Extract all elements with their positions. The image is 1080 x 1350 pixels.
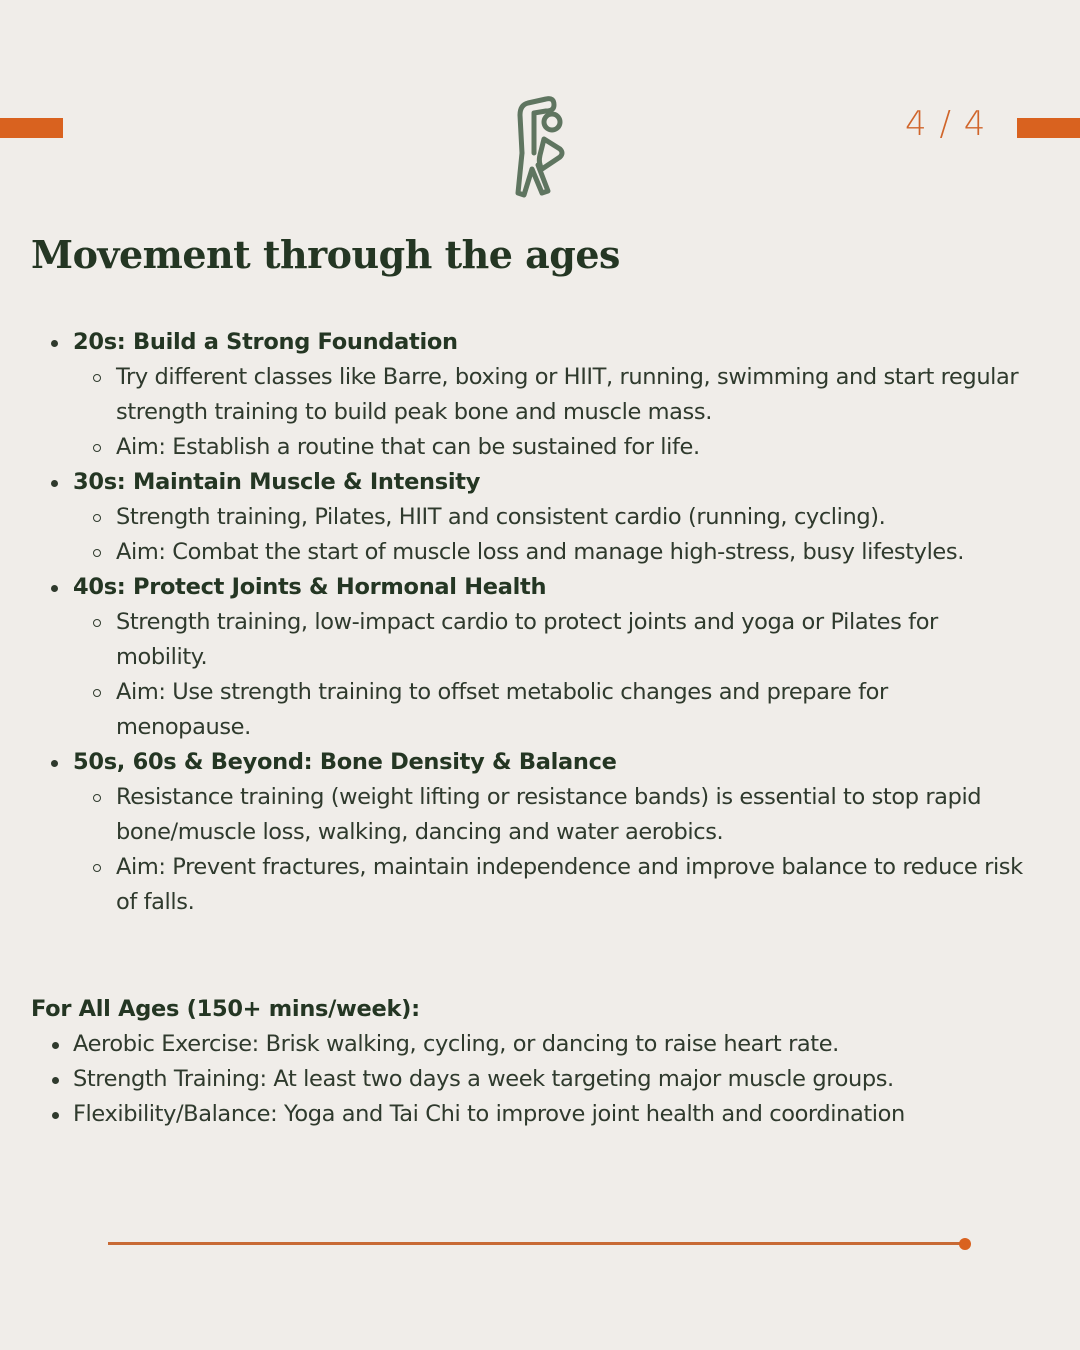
all-ages-item: Flexibility/Balance: Yoga and Tai Chi to improve joint health and coordination xyxy=(31,1097,1011,1132)
all-ages-section xyxy=(31,992,1011,1132)
section-20s xyxy=(48,325,1028,465)
all-ages-item: Strength Training: At least two days a week targeting major muscle groups. xyxy=(31,1062,1011,1097)
section-point: Aim: Establish a routine that can be sustained for life. xyxy=(73,430,1028,465)
section-40s xyxy=(48,570,1028,745)
section-point: Try different classes like Barre, boxing or HIIT, running, swimming and start regular strength training to build peak bone and muscle mass. xyxy=(73,360,1028,430)
section-heading: 30s: Maintain Muscle & Intensity xyxy=(73,469,481,495)
all-ages-item: Aerobic Exercise: Brisk walking, cycling, or dancing to raise heart rate. xyxy=(31,1027,1011,1062)
section-heading: 40s: Protect Joints & Hormonal Health xyxy=(73,574,547,600)
section-point: Strength training, Pilates, HIIT and consistent cardio (running, cycling). xyxy=(73,500,1028,535)
section-heading: 20s: Build a Strong Foundation xyxy=(73,329,458,355)
age-sections xyxy=(48,325,1028,920)
section-point: Strength training, low-impact cardio to protect joints and yoga or Pilates for mobility. xyxy=(73,605,1028,675)
section-50s-plus xyxy=(48,745,1028,920)
stretching-person-icon xyxy=(508,93,574,201)
page-indicator: 4 / 4 xyxy=(905,104,987,144)
all-ages-heading: For All Ages (150+ mins/week): xyxy=(31,996,420,1022)
section-point: Aim: Combat the start of muscle loss and manage high-stress, busy lifestyles. xyxy=(73,535,1028,570)
section-point: Resistance training (weight lifting or resistance bands) is essential to stop rapid bone/muscle loss, walking, dancing and water aerobics. xyxy=(73,780,1028,850)
page-title: Movement through the ages xyxy=(31,232,620,277)
accent-bar-right xyxy=(1017,118,1080,138)
section-point: Aim: Prevent fractures, maintain independence and improve balance to reduce risk of falls. xyxy=(73,850,1028,920)
section-point: Aim: Use strength training to offset metabolic changes and prepare for menopause. xyxy=(73,675,1028,745)
section-30s xyxy=(48,465,1028,570)
progress-line xyxy=(108,1242,965,1245)
accent-bar-left xyxy=(0,118,63,138)
progress-dot xyxy=(959,1238,971,1250)
section-heading: 50s, 60s & Beyond: Bone Density & Balance xyxy=(73,749,617,775)
